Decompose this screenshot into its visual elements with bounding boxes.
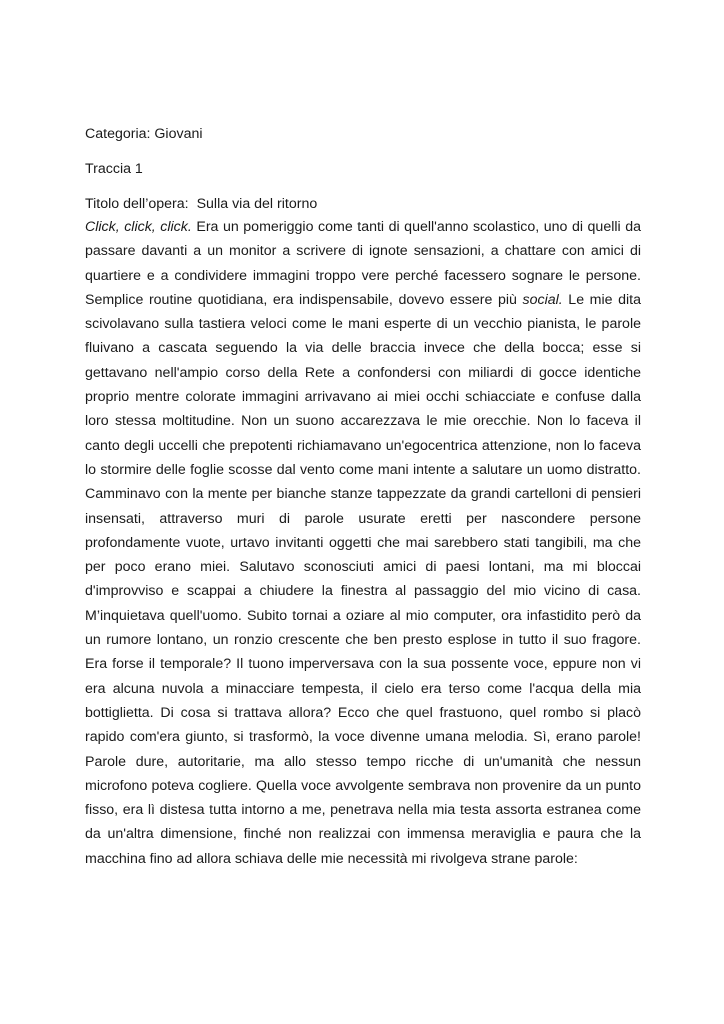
body-paragraph	[85, 215, 641, 871]
italic-word-social: social.	[522, 291, 563, 308]
opening-italic: Click, click, click.	[85, 219, 192, 235]
document-page	[85, 126, 641, 871]
title-label: Titolo dell’opera:	[85, 196, 189, 212]
track-line: Traccia 1	[85, 161, 143, 177]
title-line	[85, 196, 641, 213]
title-value: Sulla via del ritorno	[196, 196, 318, 212]
paragraph-part-2: Le mie dita scivolavano sulla tastiera veloci come le mani esperte di un vecchio pianista, le parole fluivano a cascata seguendo la via delle braccia invece che della bocca; esse si gettavano nell'ampio corso della Rete a confondersi con miliardi di gocce identiche proprio mentre colorate immagini arrivavano ai miei occhi schiacciate e confuse dalla loro stessa moltitudine. Non un suono accarezzava le mie orecchie. Non lo faceva il canto degli uccelli che prepotenti richiamavano un'egocentrica attenzione, non lo faceva lo stormire delle foglie scosse dal vento come mani intente a salutare un uomo distratto. Camminavo con la mente per bianche stanze tappezzate da grandi cartelloni di pensieri insensati, attraverso muri di parole usurate eretti per nascondere persone profondamente vuote, urtavo invitanti oggetti che mai sarebbero stati tangibili, ma che per poco erano miei. Salutavo sconosciuti amici di paesi lontani, ma mi bloccai d'improvviso e scappai a chiudere la finestra al passaggio del mio vicino di casa. M’inquietava quell'uomo. Subito tornai a oziare al mio computer, ora infastidito però da un rumore lontano, un ronzio crescente che ben presto esplose in tutto il suo fragore. Era forse il temporale? Il tuono imperversava con la sua possente voce, eppure non vi era alcuna nuvola a minacciare tempesta, il cielo era terso come l'acqua della mia bottiglietta. Di cosa si trattava allora? Ecco che quel frastuono, quel rombo si placò rapido com'era giunto, si trasformò, la voce divenne umana melodia. Sì, erano parole! Parole dure, autoritarie, ma allo stesso tempo ricche di un'umanità che nessun microfono poteva cogliere. Quella voce avvolgente sembrava non provenire da un punto fisso, era lì distesa tutta intorno a me, penetrava nella mia testa assorta estranea come da un'altra dimensione, finché non realizzai con immensa meraviglia e paura che la macchina fino ad allora schiava delle mie necessità mi rivolgeva strane parole:	[85, 291, 641, 867]
paragraph-part-1: Era un pomeriggio come tanti di quell'anno scolastico, uno di quelli da passare davanti a un monitor a scrivere di ignote sensazioni, a chattare con amici di quartiere e a condividere immagini troppo vere perché facessero sognare le persone. Semplice routine quotidiana, era indispensabile, dovevo essere più	[85, 219, 641, 308]
category-line: Categoria: Giovani	[85, 126, 203, 142]
